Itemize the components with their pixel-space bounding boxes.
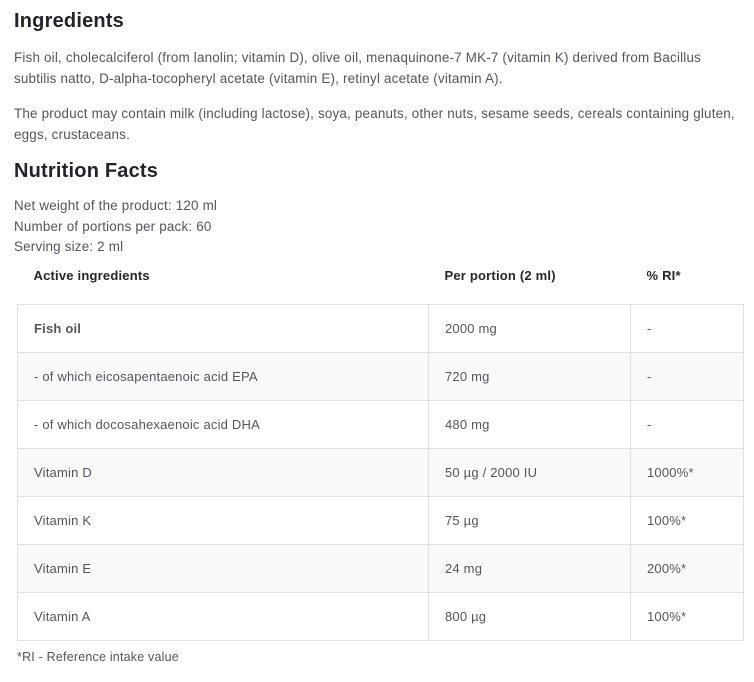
per-portion-value: 50 µg / 2000 IU: [429, 448, 631, 496]
ri-value: 100%*: [631, 592, 744, 640]
per-portion-value: 720 mg: [429, 352, 631, 400]
table-row-vitamin-e: [18, 544, 744, 592]
table-row-fish-oil: [18, 304, 744, 352]
per-portion-value: 480 mg: [429, 400, 631, 448]
serving-size-line: Serving size: 2 ml: [14, 239, 124, 254]
table-row-dha: [18, 400, 744, 448]
ingredient-name: - of which docosahexaenoic acid DHA: [18, 400, 429, 448]
ingredient-name: Vitamin A: [18, 592, 429, 640]
column-header-ri-percent: % RI*: [646, 267, 681, 283]
nutrition-facts-title: Nutrition Facts: [14, 160, 159, 182]
per-portion-value: 24 mg: [429, 544, 631, 592]
net-weight-line: Net weight of the product: 120 ml: [14, 198, 218, 213]
ingredient-name: Vitamin E: [18, 544, 429, 592]
ingredient-name: Fish oil: [18, 304, 429, 352]
ri-value: 100%*: [631, 496, 744, 544]
ingredient-name: Vitamin D: [18, 448, 429, 496]
nutrition-table-header-row: [18, 268, 744, 305]
ri-value: 1000%*: [631, 448, 744, 496]
ri-footnote: *RI - Reference intake value: [17, 649, 179, 664]
column-header-per-portion: Per portion (2 ml): [444, 267, 556, 283]
ingredients-composition-text: Fish oil, cholecalciferol (from lanolin; vitamin D), olive oil, menaquinone-7 MK-7 (vitamin K) derived from Bacillus subtilis natto, D-alpha-tocopheryl acetate (vitamin E), retinyl acetate (vitamin A).: [14, 50, 702, 86]
ingredients-title: Ingredients: [14, 10, 124, 32]
column-header-active-ingredients: Active ingredients: [33, 267, 150, 283]
per-portion-value: 800 µg: [429, 592, 631, 640]
ingredient-name: - of which eicosapentaenoic acid EPA: [18, 352, 429, 400]
portions-per-pack-line: Number of portions per pack: 60: [14, 218, 212, 234]
ri-value: -: [631, 352, 744, 400]
table-row-epa: [18, 352, 744, 400]
per-portion-value: 2000 mg: [429, 304, 631, 352]
nutrition-table: [17, 268, 744, 641]
table-row-vitamin-d: [18, 448, 744, 496]
ingredient-name: Vitamin K: [18, 496, 429, 544]
ri-value: -: [631, 400, 744, 448]
ri-value: -: [631, 304, 744, 352]
product-info-lines: [14, 196, 740, 258]
table-row-vitamin-a: [18, 592, 744, 640]
table-row-vitamin-k: [18, 496, 744, 544]
allergen-warning-text: The product may contain milk (including lactose), soya, peanuts, other nuts, sesame seeds, cereals containing gluten, eggs, crustaceans.: [14, 106, 735, 142]
ri-value: 200%*: [631, 544, 744, 592]
per-portion-value: 75 µg: [429, 496, 631, 544]
